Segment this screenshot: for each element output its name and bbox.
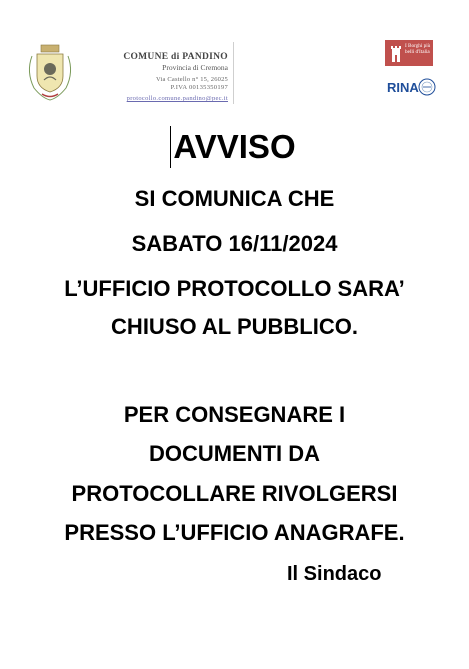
municipality-name: COMUNE di PANDINO bbox=[123, 52, 228, 62]
notice-line: CHIUSO AL PUBBLICO. bbox=[111, 314, 358, 339]
notice-line: PER CONSEGNARE I bbox=[123, 402, 346, 427]
municipality-header bbox=[92, 52, 228, 102]
notice-line: SI COMUNICA CHE bbox=[134, 186, 335, 211]
borghi-piu-belli-logo bbox=[385, 40, 433, 66]
province-label: Provincia di Cremona bbox=[162, 63, 228, 72]
header-divider bbox=[233, 42, 234, 104]
tower-icon bbox=[389, 44, 403, 62]
borghi-logo-text: I Borghi più belli d'Italia bbox=[405, 43, 431, 56]
notice-line: SABATO 16/11/2024 bbox=[131, 231, 338, 256]
rina-certification-logo bbox=[386, 76, 436, 98]
notice-line: DOCUMENTI DA bbox=[148, 441, 321, 466]
notice-title: AVVISO bbox=[173, 128, 296, 165]
address-line: Via Castello n° 15, 26025 bbox=[155, 76, 228, 83]
rina-logo-text: RINA bbox=[387, 80, 419, 95]
notice-line: PROTOCOLLARE RIVOLGERSI bbox=[71, 481, 398, 506]
signature: Il Sindaco bbox=[287, 563, 382, 585]
notice-line: L’UFFICIO PROTOCOLLO SARA’ bbox=[64, 276, 405, 301]
pec-email-link[interactable]: protocollo.comune.pandino@pec.it bbox=[126, 95, 228, 102]
notice-line: PRESSO L’UFFICIO ANAGRAFE. bbox=[64, 520, 405, 545]
vat-number: P.IVA 00135350197 bbox=[170, 84, 228, 91]
municipal-crest-logo bbox=[24, 42, 76, 102]
